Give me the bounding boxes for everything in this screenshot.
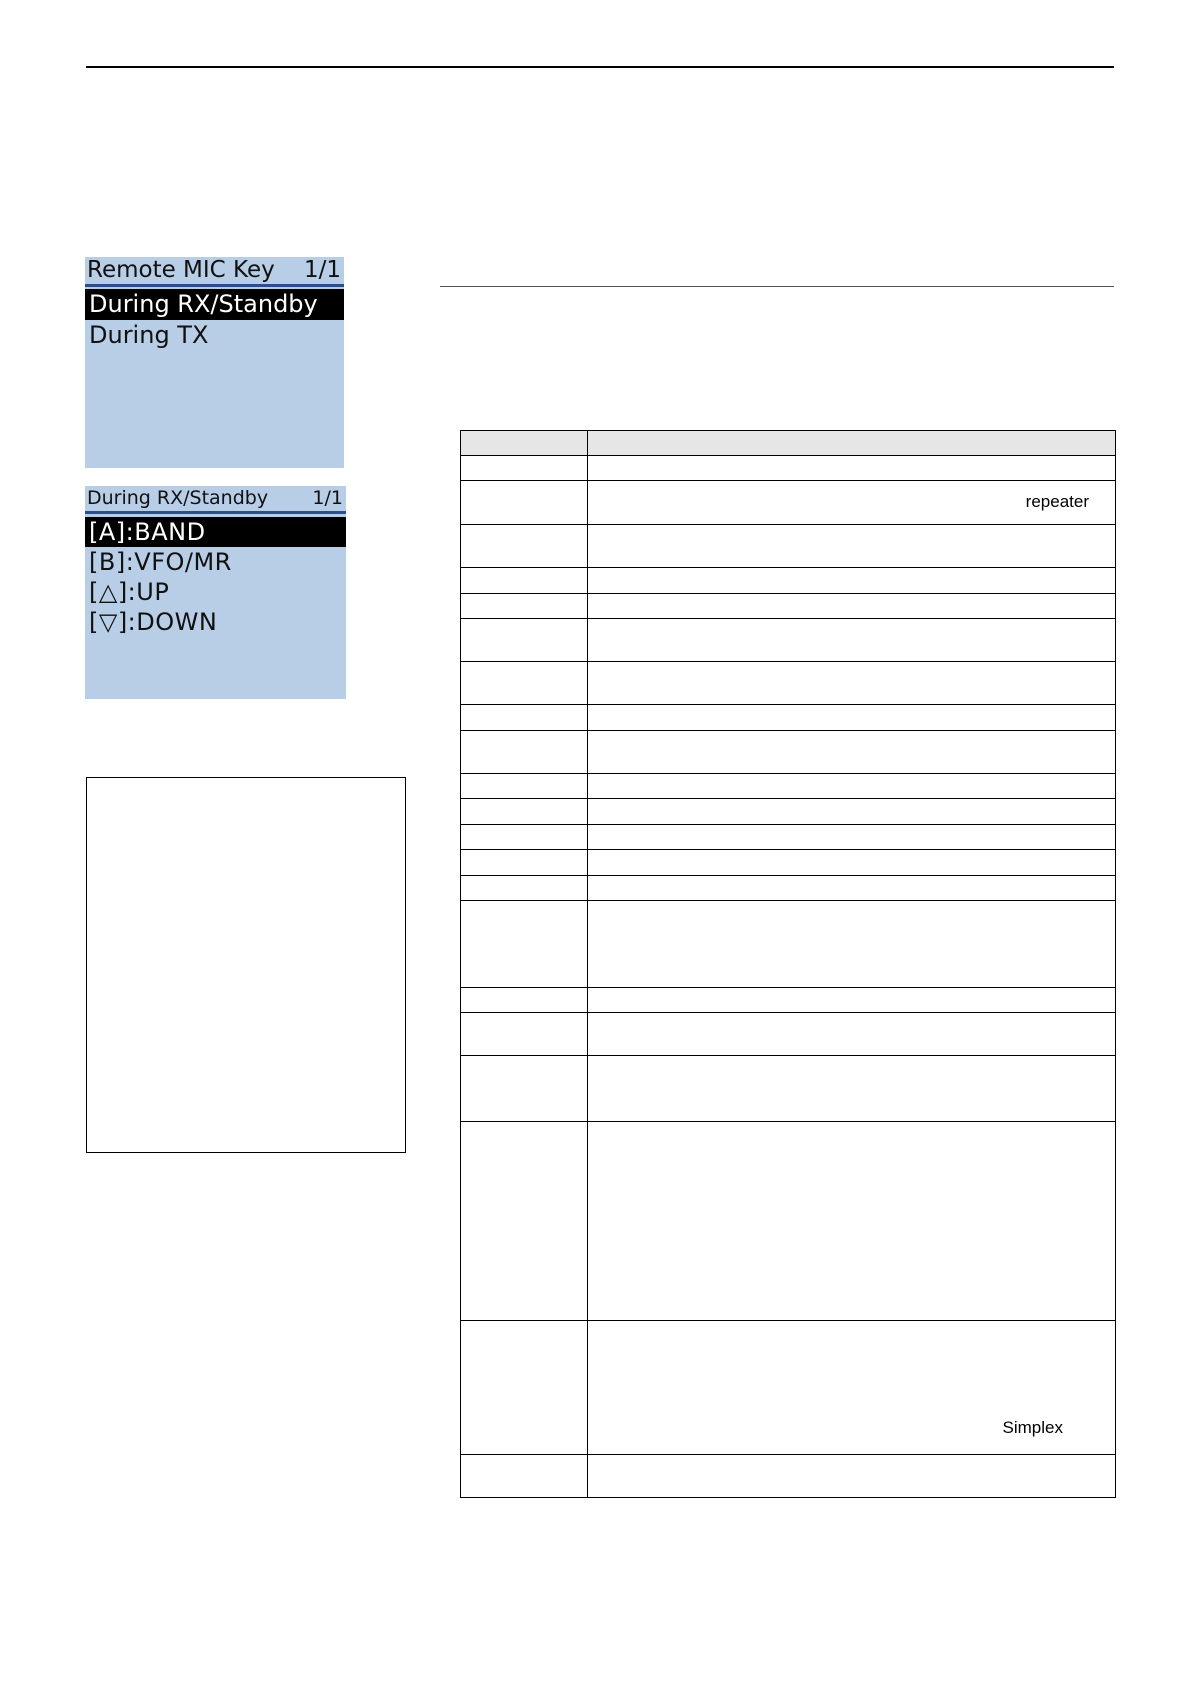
lcd-menu-item-key-b[interactable]: [B]:VFO/MR [89, 548, 232, 576]
table-cell [588, 901, 1116, 988]
table-cell [461, 774, 588, 799]
table-cell [588, 1122, 1116, 1321]
table-cell [588, 594, 1116, 619]
table-header-cell [461, 431, 588, 456]
table-cell [461, 525, 588, 568]
table-row [461, 876, 1116, 901]
note-box [86, 777, 406, 1153]
table-header-cell [588, 431, 1116, 456]
table-cell [461, 1056, 588, 1122]
table-cell [588, 825, 1116, 850]
table-cell [588, 525, 1116, 568]
table-row [461, 799, 1116, 825]
table-cell [588, 774, 1116, 799]
table-cell [461, 876, 588, 901]
table-cell [588, 705, 1116, 731]
lcd-title: During RX/Standby [87, 487, 269, 509]
lcd-remote-mic-key-screen [85, 257, 344, 468]
lcd-title-bar [85, 257, 344, 287]
table-cell [588, 988, 1116, 1013]
table-cell [588, 568, 1116, 594]
table-cell [461, 1122, 588, 1321]
cell-text-simplex: Simplex [1002, 1418, 1063, 1437]
table-row [461, 705, 1116, 731]
table-row [461, 619, 1116, 662]
table-cell [588, 619, 1116, 662]
table-cell [461, 456, 588, 481]
lcd-menu-item-key-down[interactable]: [▽]:DOWN [89, 608, 218, 636]
table-cell [588, 1321, 1116, 1455]
key-function-table [460, 430, 1116, 1498]
table-header-row [461, 431, 1116, 456]
table-cell [461, 799, 588, 825]
table-cell [461, 619, 588, 662]
page-top-rule [86, 66, 1114, 68]
lcd-menu-item-during-tx[interactable]: During TX [89, 321, 209, 349]
lcd-title: Remote MIC Key [87, 257, 275, 283]
table-cell [588, 850, 1116, 876]
table-row [461, 594, 1116, 619]
table-cell [461, 825, 588, 850]
cell-text-repeater: repeater [1025, 492, 1089, 511]
table-row [461, 662, 1116, 705]
table-row [461, 568, 1116, 594]
section-rule [440, 286, 1114, 287]
table-cell [588, 456, 1116, 481]
lcd-menu-list [85, 289, 344, 351]
table-row [461, 731, 1116, 774]
table-cell [461, 1013, 588, 1056]
table-cell [588, 1056, 1116, 1122]
table-cell [588, 662, 1116, 705]
table-row [461, 1056, 1116, 1122]
table-row [461, 774, 1116, 799]
table-row [461, 850, 1116, 876]
table-row [461, 988, 1116, 1013]
lcd-title-bar [85, 486, 346, 514]
table-cell [461, 662, 588, 705]
table-cell [461, 481, 588, 525]
lcd-menu-item-key-a[interactable]: [A]:BAND [85, 517, 346, 547]
table-cell [461, 988, 588, 1013]
table-cell [461, 1455, 588, 1498]
table-row [461, 1122, 1116, 1321]
lcd-menu-list [85, 517, 346, 637]
lcd-menu-item-during-rx-standby[interactable]: During RX/Standby [85, 289, 344, 320]
table-row [461, 525, 1116, 568]
lcd-page-indicator: 1/1 [312, 487, 343, 509]
table-row [461, 901, 1116, 988]
table-cell [461, 568, 588, 594]
table-cell [461, 594, 588, 619]
table-cell [588, 876, 1116, 901]
table-row [461, 1013, 1116, 1056]
table-row [461, 1321, 1116, 1455]
table-cell [461, 1321, 588, 1455]
table-row [461, 1455, 1116, 1498]
lcd-menu-item-key-up[interactable]: [△]:UP [89, 578, 170, 606]
table-cell [588, 1013, 1116, 1056]
table-row [461, 481, 1116, 525]
table-cell [588, 1455, 1116, 1498]
table-cell [461, 705, 588, 731]
table-cell [588, 731, 1116, 774]
table-cell [461, 731, 588, 774]
lcd-during-rx-standby-screen [85, 486, 346, 699]
lcd-page-indicator: 1/1 [303, 257, 341, 283]
table-row [461, 825, 1116, 850]
table-cell [588, 799, 1116, 825]
table-cell [588, 481, 1116, 525]
table-cell [461, 850, 588, 876]
table-cell [461, 901, 588, 988]
table-row [461, 456, 1116, 481]
